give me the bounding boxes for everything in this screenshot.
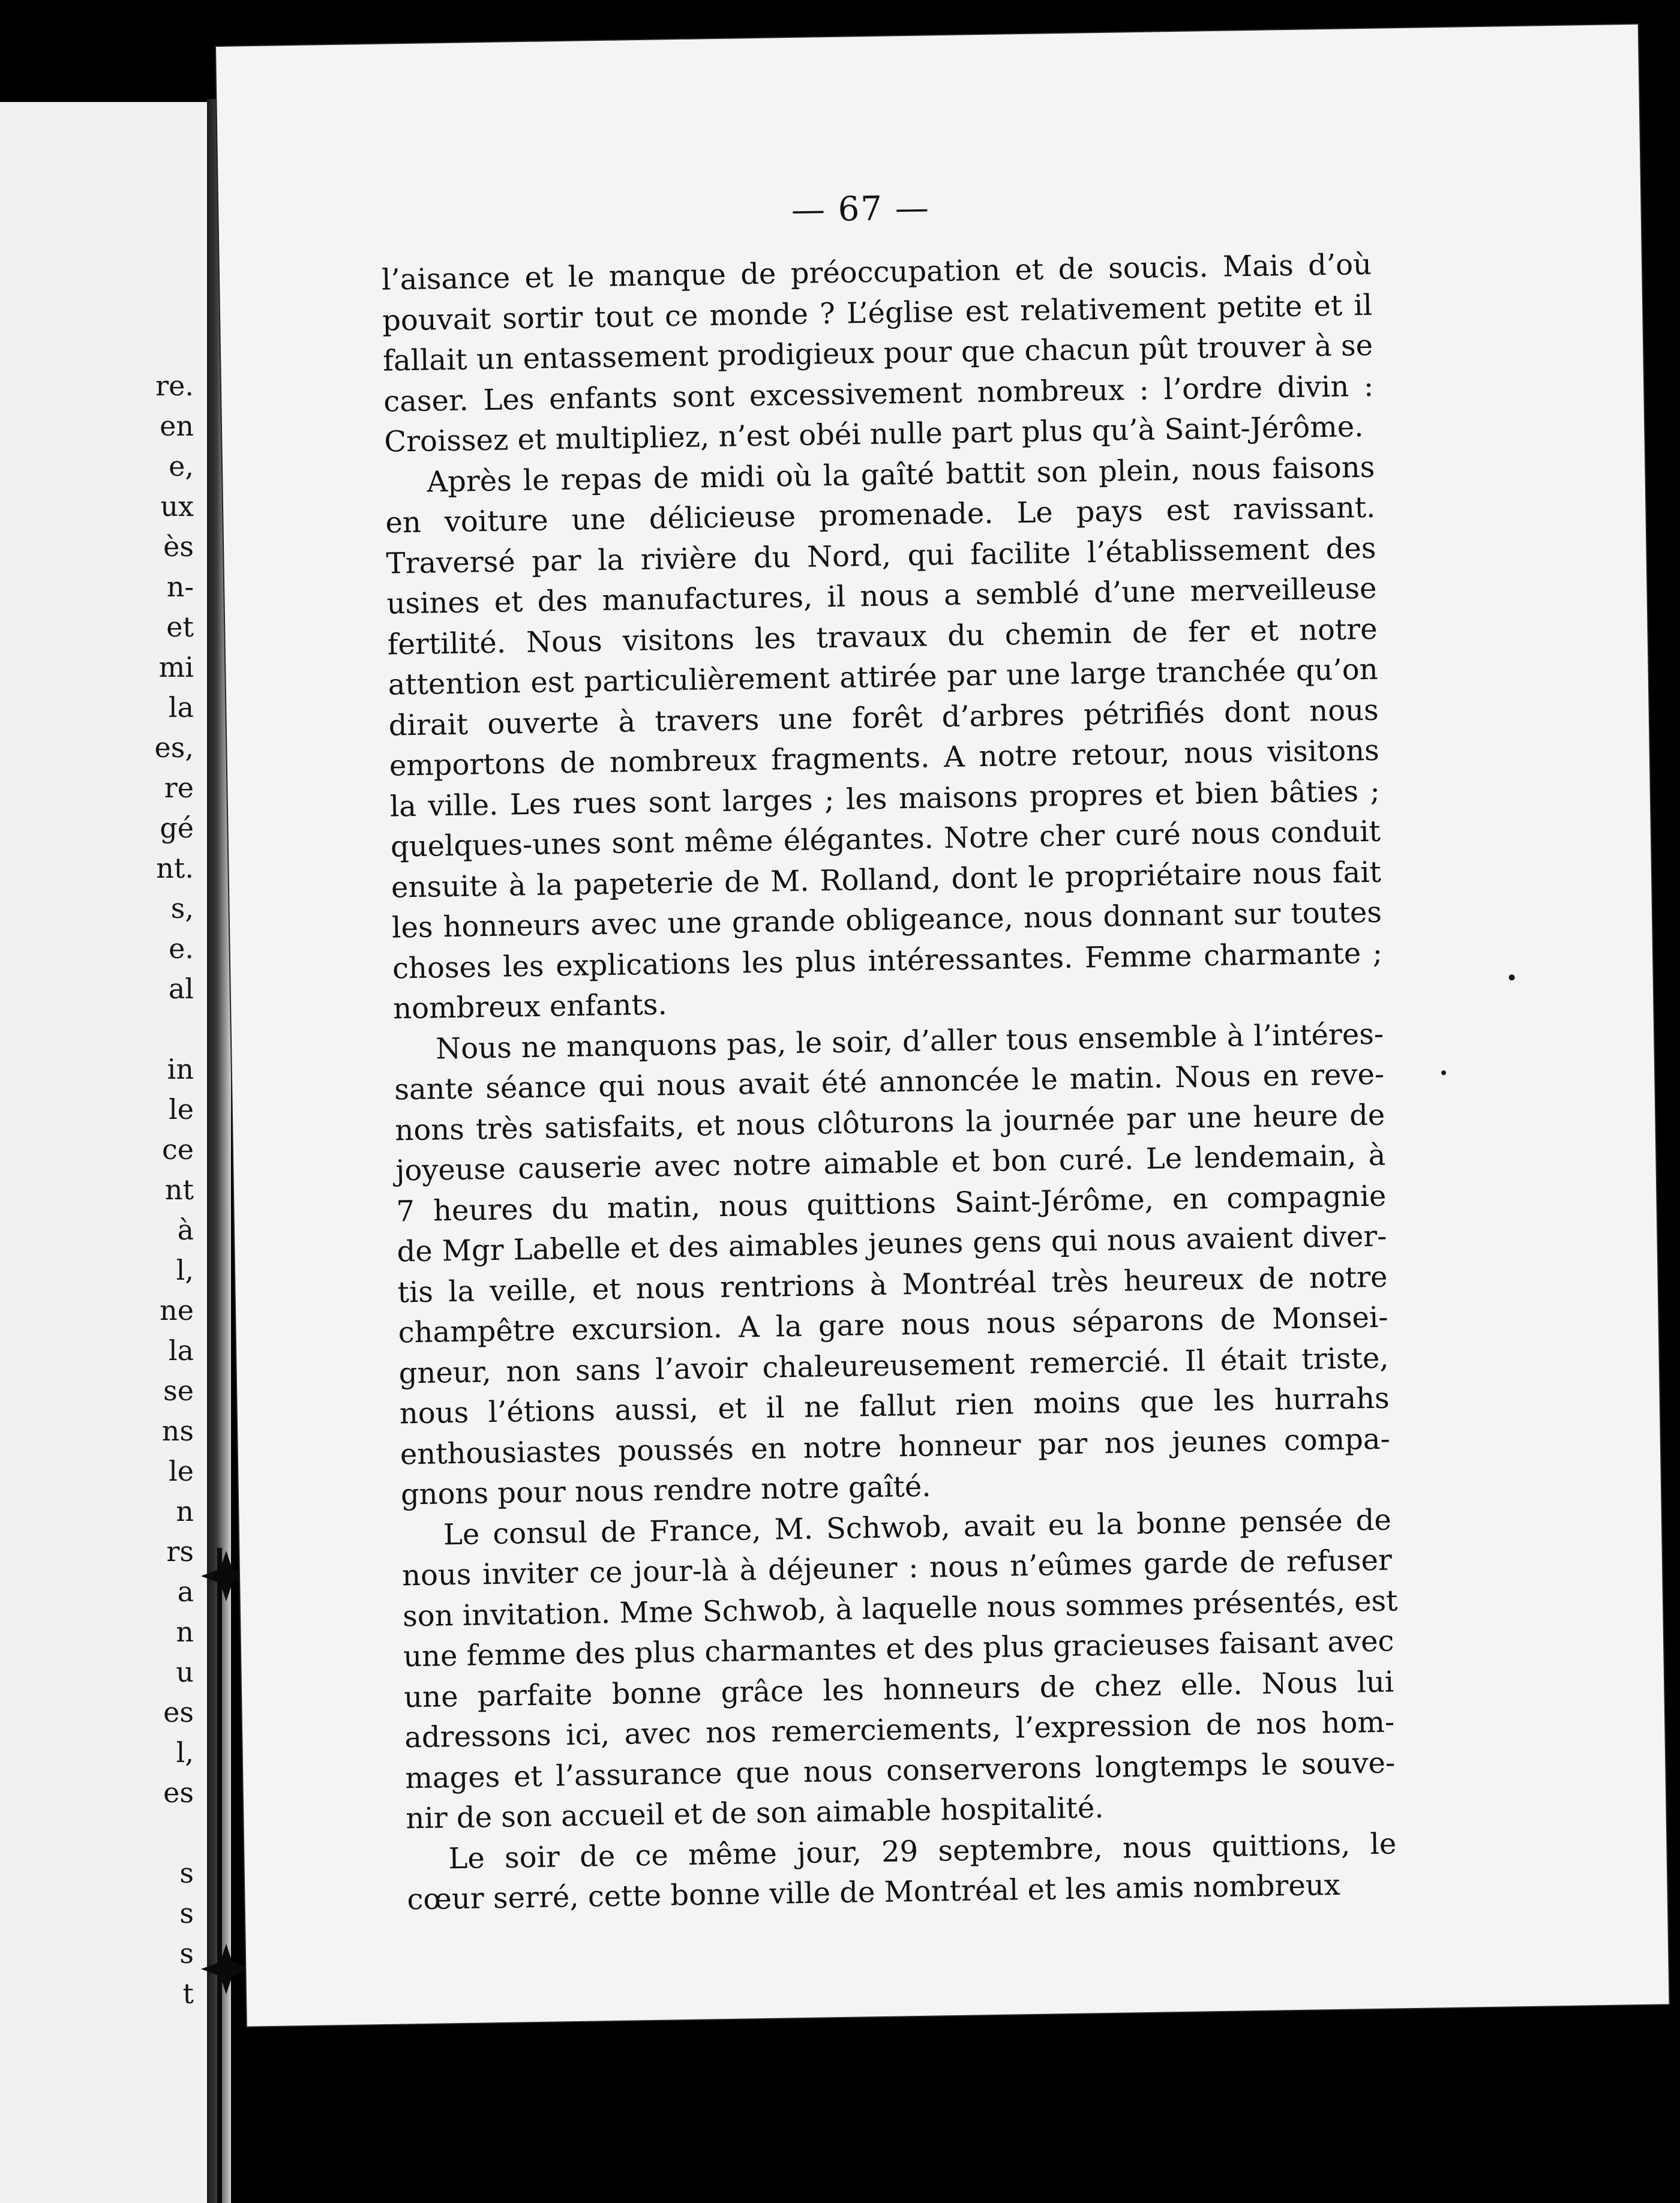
text-line: mages et l’assurance que nous conserverons longtemps le souve- <box>404 1745 1396 1795</box>
left-page-fragment: l, <box>176 1254 194 1286</box>
left-page-fragment: e, <box>169 450 194 482</box>
left-facing-page <box>0 102 207 2203</box>
left-page-fragment: s, <box>170 892 194 925</box>
left-page-fragment: ux <box>160 490 194 523</box>
left-page-fragment: rs <box>166 1535 194 1568</box>
left-page-fragment: la <box>168 1334 194 1367</box>
left-page-fragment: ès <box>163 530 194 563</box>
left-page-fragment: en <box>160 410 194 442</box>
paragraph <box>382 245 1375 463</box>
left-page-fragment: al <box>168 973 194 1005</box>
left-page-fragment: s <box>179 1897 194 1929</box>
text-line: 7 heures du matin, nous quittions Saint-Jérôme, en compagnie <box>396 1179 1387 1229</box>
text-line: nous l’étions aussi, et il ne fallut rien moins que les hurrahs <box>399 1381 1390 1431</box>
text-line: sante séance qui nous avait été annoncée le matin. Nous en reve- <box>394 1057 1385 1107</box>
paragraph <box>385 447 1384 1030</box>
left-page-fragment: es <box>163 1776 194 1809</box>
left-page-fragment: gé <box>160 812 194 844</box>
left-page-fragment: à <box>177 1214 194 1246</box>
text-line: gnons pour nous rendre notre gaîté. <box>400 1469 931 1512</box>
text-line: emportons de nombreux fragments. A notre retour, nous visitons <box>389 733 1380 783</box>
text-line: caser. Les enfants sont excessivement nombreux : l’ordre divin : <box>383 369 1374 419</box>
text-line: fallait un entassement prodigieux pour que chacun pût trouver à se <box>382 328 1373 378</box>
left-page-fragment: n- <box>166 571 194 603</box>
text-line: gneur, non sans l’avoir chaleureusement remercié. Il était triste, <box>398 1341 1390 1390</box>
left-page-edge-text <box>152 366 194 2014</box>
paper-speck <box>1509 974 1515 980</box>
text-line: son invitation. Mme Schwob, à laquelle nous sommes présentés, est <box>402 1583 1398 1633</box>
text-line: l’aisance et le manque de préoccupation et de soucis. Mais d’où <box>381 247 1372 297</box>
text-line: adressons ici, avec nos remerciements, l’expression de nos hom- <box>404 1705 1395 1755</box>
left-page-fragment: n <box>176 1495 194 1527</box>
text-line: enthousiastes poussés en notre honneur par nos jeunes compa- <box>400 1422 1391 1471</box>
text-line: choses les explications les plus intéressantes. Femme charmante ; <box>392 936 1383 986</box>
left-page-fragment: ce <box>162 1133 194 1166</box>
text-line: joyeuse causerie avec notre aimable et bon curé. Le lendemain, à <box>395 1138 1386 1188</box>
text-line: de Mgr Labelle et des aimables jeunes gens qui nous avaient diver- <box>397 1219 1387 1269</box>
binding-stitch <box>217 1548 222 2203</box>
left-page-fragment: nt <box>164 1173 194 1206</box>
left-page-fragment: u <box>176 1656 194 1688</box>
text-line: Le soir de ce même jour, 29 septembre, nous quittions, le <box>448 1826 1397 1875</box>
page-body-text <box>382 245 1397 1920</box>
stitch-knot-icon <box>201 1944 251 1994</box>
left-page-fragment: nt. <box>156 852 194 884</box>
text-line: tis la veille, et nous rentrions à Montréal très heureux de notre <box>397 1260 1388 1309</box>
text-line: ensuite à la papeterie de M. Rolland, dont le propriétaire nous fait <box>391 855 1382 905</box>
left-page-fragment: s <box>179 1937 194 1970</box>
paragraph <box>394 1014 1391 1515</box>
text-line: nous inviter ce jour-là à déjeuner : nous n’eûmes garde de refuser <box>401 1543 1393 1593</box>
left-page-fragment: l, <box>176 1736 194 1769</box>
left-page-fragment: ne <box>160 1294 194 1326</box>
left-page-fragment <box>152 1009 194 1049</box>
text-line: Traversé par la rivière du Nord, qui facilite l’établissement des <box>386 531 1376 581</box>
text-line: nons très satisfaits, et nous clôturons la journée par une heure de <box>394 1098 1385 1148</box>
text-line: Nous ne manquons pas, le soir, d’aller tous ensemble à l’intéres- <box>435 1017 1384 1066</box>
left-page-fragment: re <box>164 772 194 804</box>
left-page-fragment: mi <box>158 651 194 683</box>
left-page-fragment: e. <box>169 932 194 965</box>
text-line: les honneurs avec une grande obligeance, nous donnant sur toutes <box>391 895 1382 945</box>
text-line: en voiture une délicieuse promenade. Le pays est ravissant. <box>385 490 1376 540</box>
left-page-fragment: es, <box>154 731 194 764</box>
left-page-fragment: et <box>166 611 194 643</box>
left-page-fragment: es <box>163 1696 194 1728</box>
book-page <box>216 25 1669 2027</box>
left-page-fragment: se <box>163 1374 194 1407</box>
text-line: usines et des manufactures, il nous a semblé d’une merveilleuse <box>386 571 1377 621</box>
left-page-fragment: a <box>177 1575 194 1608</box>
text-line: pouvait sortir tout ce monde ? L’église est relativement petite et il <box>382 288 1373 338</box>
left-page-fragment: re. <box>155 370 194 402</box>
text-line: nir de son accueil et de son aimable hospitalité. <box>405 1791 1104 1836</box>
paper-speck <box>1441 1070 1446 1075</box>
left-page-fragment: t <box>182 1977 194 2010</box>
text-line: Croissez et multipliez, n’est obéi nulle part plus qu’à Saint-Jérôme. <box>383 410 1364 459</box>
left-page-fragment <box>152 1813 194 1853</box>
left-page-fragment: le <box>169 1093 194 1125</box>
text-line: champêtre excursion. A la gare nous nous séparons de Monsei- <box>398 1300 1388 1350</box>
left-page-fragment: n <box>176 1616 194 1648</box>
text-line: nombreux enfants. <box>392 988 668 1026</box>
text-line: dirait ouverte à travers une forêt d’arbres pétrifiés dont nous <box>388 693 1379 743</box>
left-page-fragment: ns <box>161 1415 194 1447</box>
text-line: cœur serré, cette bonne ville de Montréal et les amis nombreux <box>407 1868 1341 1917</box>
text-line: la ville. Les rues sont larges ; les maisons propres et bien bâties ; <box>389 774 1381 824</box>
text-line: fertilité. Nous visitons les travaux du chemin de fer et notre <box>387 612 1378 662</box>
text-line: une femme des plus charmantes et des plus gracieuses faisant avec <box>403 1624 1394 1674</box>
left-page-fragment: le <box>169 1455 194 1487</box>
text-line: attention est particulièrement attirée par une large tranchée qu’on <box>388 652 1378 702</box>
paragraph <box>401 1500 1396 1839</box>
text-line: Après le repas de midi où la gaîté battit son plein, nous faisons <box>426 450 1375 499</box>
text-line: quelques-unes sont même élégantes. Notre cher curé nous conduit <box>390 814 1381 864</box>
text-line: une parfaite bonne grâce les honneurs de chez elle. Nous lui <box>403 1665 1394 1714</box>
text-line: Le consul de France, M. Schwob, avait eu la bonne pensée de <box>443 1503 1392 1551</box>
paragraph <box>406 1824 1397 1920</box>
left-page-fragment: la <box>168 691 194 724</box>
left-page-fragment: s <box>179 1857 194 1889</box>
page-number: — 67 — <box>791 188 931 230</box>
left-page-fragment: in <box>167 1053 194 1085</box>
